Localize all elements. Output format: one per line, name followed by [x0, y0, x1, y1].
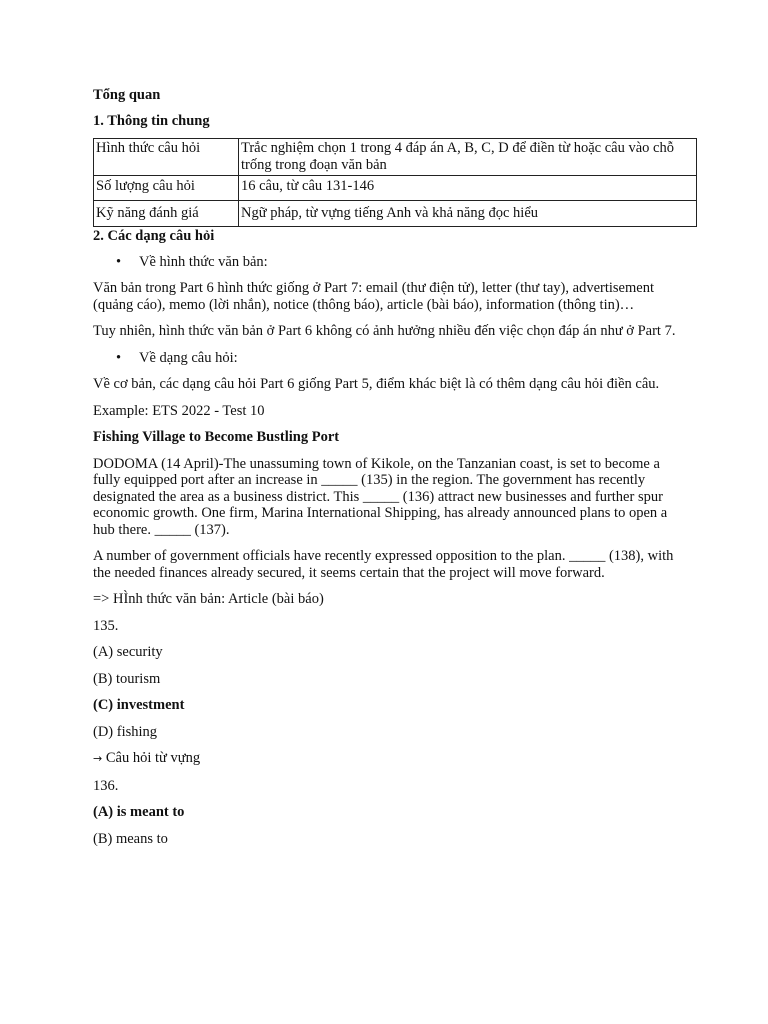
- section2-heading: 2. Các dạng câu hỏi: [93, 228, 215, 244]
- question-number: 136.: [93, 777, 119, 794]
- article-paragraph: A number of government officials have recently expressed opposition to the plan. _____ (138), with the needed finances already secured, it seems certain that the project will move forward.: [93, 548, 674, 581]
- page-title: Tổng quan: [93, 87, 161, 103]
- bullet-dot-icon: •: [116, 349, 122, 366]
- answer-option: (B) tourism: [93, 670, 161, 687]
- question-number: 135.: [93, 617, 119, 634]
- table-row: [94, 139, 697, 176]
- paragraph: Tuy nhiên, hình thức văn bản ở Part 6 không có ảnh hưởng nhiều đến việc chọn đáp án như ở Part 7.: [93, 323, 676, 339]
- bullet-item: [93, 350, 678, 367]
- answer-option: (D) fishing: [93, 723, 158, 740]
- article-title: Fishing Village to Become Bustling Port: [93, 429, 340, 445]
- text-type-note: => HÌnh thức văn bản: Article (bài báo): [93, 591, 324, 607]
- bullet-text: Về hình thức văn bản:: [139, 253, 268, 270]
- info-table: [93, 138, 697, 227]
- article-paragraph: DODOMA (14 April)-The unassuming town of Kikole, on the Tanzanian coast, is set to become a fully equipped port after an increase in _____ (135) in the region. The government has recently designated the area as a business district. This _____ (136) attract new businesses and further spur economic growth. One firm, Marina International Shipping, has already announced plans to open a hub there. _____ (137).: [93, 455, 668, 538]
- bullet-dot-icon: •: [116, 253, 122, 270]
- bullet-item: [93, 254, 678, 271]
- table-cell-key: Hình thức câu hỏi: [94, 139, 239, 176]
- example-label: Example: ETS 2022 - Test 10: [93, 402, 265, 419]
- bullet-text: Về dạng câu hỏi:: [139, 349, 238, 366]
- answer-option-correct: (A) is meant to: [93, 804, 185, 820]
- table-cell-key: Kỹ năng đánh giá: [94, 200, 239, 227]
- table-cell-value: Trắc nghiệm chọn 1 trong 4 đáp án A, B, C, D để điền từ hoặc câu vào chỗ trống trong đoạn văn bản: [239, 139, 697, 176]
- paragraph: Văn bản trong Part 6 hình thức giống ở Part 7: email (thư điện tử), letter (thư tay), advertisement (quảng cáo), memo (lời nhắn), notice (thông báo), article (bài báo), information (thông tin)…: [93, 280, 654, 313]
- table-cell-value: 16 câu, từ câu 131-146: [239, 176, 697, 201]
- question-type-text: Câu hỏi từ vựng: [105, 750, 201, 766]
- section1-heading: 1. Thông tin chung: [93, 112, 210, 129]
- table-cell-key: Số lượng câu hỏi: [94, 176, 239, 201]
- question-type-note: [93, 750, 678, 768]
- answer-option: (A) security: [93, 644, 163, 660]
- document-content: [93, 87, 678, 857]
- table-row: [94, 200, 697, 227]
- table-row: [94, 176, 697, 201]
- answer-option: (B) means to: [93, 830, 168, 847]
- arrow-right-icon: →: [93, 752, 103, 765]
- answer-option-correct: (C) investment: [93, 697, 185, 713]
- table-cell-value: Ngữ pháp, từ vựng tiếng Anh và khả năng đọc hiểu: [239, 200, 697, 227]
- paragraph: Về cơ bản, các dạng câu hỏi Part 6 giống Part 5, điểm khác biệt là có thêm dạng câu hỏi điền câu.: [93, 376, 660, 392]
